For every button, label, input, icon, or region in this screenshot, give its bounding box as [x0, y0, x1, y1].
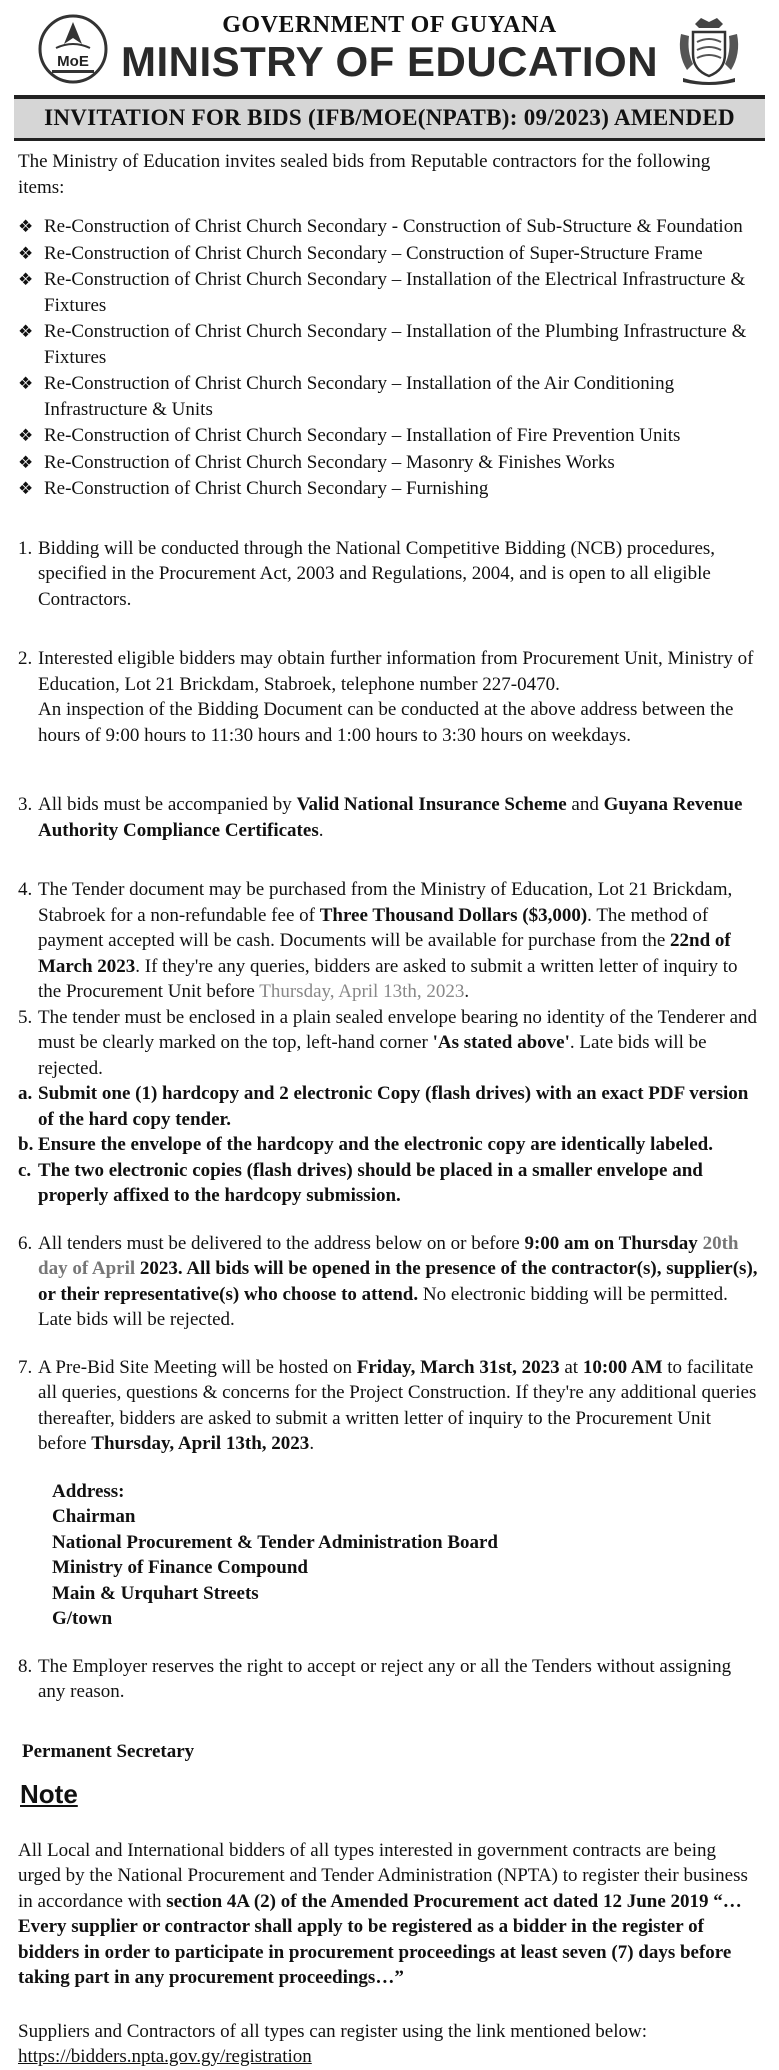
logo-text: MoE: [57, 53, 89, 70]
clause-6: 6. All tenders must be delivered to the address below on or before 9:00 am on Thursday 20th day of April 2023. All bids will be opened in the presence of the contractor(s), supplier(s), or their representative(s) who choose to attend. No electronic bidding will be permitted. Late bids will be rejected.: [18, 1232, 758, 1330]
government-line: GOVERNMENT OF GUYANA: [222, 12, 557, 38]
clause-1: 1. Bidding will be conducted through the National Competitive Bidding (NCB) procedures, specified in the Procurement Act, 2003 and Regulations, 2004, and is open to all eligible Contractors.: [18, 537, 716, 610]
clause-5: 5. The tender must be enclosed in a plain sealed envelope bearing no identity of the Tenderer and must be clearly marked on the top, left-hand corner 'As stated above'. Late bids will be rejected.: [18, 1006, 758, 1079]
clause-2: 2. Interested eligible bidders may obtain further information from Procurement Unit, Ministry of Education, Lot 21 Brickdam, Stabroek, telephone number 227-0470. An inspection of the Bidding Document can be conducted at the above address between the hours of 9:00 hours to 11:30 hours and 1:00 hours to 3:30 hours on weekdays.: [18, 648, 754, 746]
clause-5a: a. Submit one (1) hardcopy and 2 electronic Copy (flash drives) with an exact PDF version of the hard copy tender.: [18, 1083, 749, 1130]
registration-link[interactable]: https://bidders.npta.gov.gy/registration: [18, 2046, 312, 2067]
diamond-bullet-icon: ❖: [18, 243, 34, 263]
clause-7: 7. A Pre-Bid Site Meeting will be hosted on Friday, March 31st, 2023 at 10:00 AM to facilitate all queries, questions & concerns for the Project Construction. If they're any additional queries thereafter, bidders are asked to submit a written letter of inquiry to the Procurement Unit before Thursday, April 13th, 2023.: [18, 1356, 757, 1454]
list-item: ❖ Re-Construction of Christ Church Secondary – Construction of Super-Structure Frame: [18, 241, 761, 267]
diamond-bullet-icon: ❖: [18, 374, 34, 393]
list-item: ❖ Re-Construction of Christ Church Secondary – Masonry & Finishes Works: [18, 450, 761, 476]
diamond-bullet-icon: ❖: [18, 270, 34, 289]
intro-text: The Ministry of Education invites sealed bids from Reputable contractors for the following items:: [18, 151, 711, 198]
list-item: ❖ Re-Construction of Christ Church Secondary – Furnishing: [18, 476, 761, 502]
address-label: Address:: [52, 1480, 125, 1502]
note-body: All Local and International bidders of all types interested in government contracts are being urged by the National Procurement and Tender Administration (NPTA) to register their business in accordance with section 4A (2) of the Amended Procurement act dated 12 June 2019 “…Every supplier or contractor shall apply to be registered as a bidder in the register of bidders in order to participate in procurement proceedings at least seven (7) days before taking part in any procurement proceedings…”: [18, 1839, 748, 1988]
address-line: National Procurement & Tender Administration Board: [52, 1531, 498, 1553]
list-item: ❖ Re-Construction of Christ Church Secondary – Installation of Fire Prevention Units: [18, 423, 761, 449]
list-item: ❖ Re-Construction of Christ Church Secondary – Installation of the Electrical Infrastructure & Fixtures: [18, 269, 746, 316]
clause-8: 8. The Employer reserves the right to accept or reject any or all the Tenders without assigning any reason.: [18, 1655, 732, 1702]
note-heading: Note: [20, 1779, 78, 1809]
registration-text: Suppliers and Contractors of all types can register using the link mentioned below: https://bidders.npta.gov.gy/registration: [18, 2020, 647, 2067]
item-list: [18, 214, 761, 502]
list-item: ❖ Re-Construction of Christ Church Secondary – Installation of the Plumbing Infrastructure & Fixtures: [18, 321, 747, 368]
diamond-bullet-icon: ❖: [18, 217, 34, 236]
signature-title: Permanent Secretary: [22, 1740, 195, 1762]
clause-3: 3. All bids must be accompanied by Valid National Insurance Scheme and Guyana Revenue Authority Compliance Certificates.: [18, 794, 743, 841]
address-line: Ministry of Finance Compound: [52, 1557, 308, 1578]
list-item: ❖ Re-Construction of Christ Church Secondary – Installation of the Air Conditioning Infrastructure & Units: [18, 373, 675, 420]
address-line: Chairman: [52, 1506, 136, 1527]
ministry-title: MINISTRY OF EDUCATION: [120, 38, 659, 85]
clause-5c: c. The two electronic copies (flash drives) should be placed in a smaller envelope and properly affixed to the hardcopy submission.: [18, 1159, 703, 1206]
address-line: G/town: [52, 1608, 113, 1629]
diamond-bullet-icon: ❖: [18, 479, 34, 498]
list-item: ❖ Re-Construction of Christ Church Secondary - Construction of Sub-Structure & Foundation: [18, 214, 761, 240]
clause-5b: b. Ensure the envelope of the hardcopy and the electronic copy are identically labeled.: [18, 1134, 713, 1155]
diamond-bullet-icon: ❖: [18, 452, 34, 472]
document-body: [12, 149, 767, 2070]
diamond-bullet-icon: ❖: [18, 426, 34, 445]
clause-4: 4. The Tender document may be purchased from the Ministry of Education, Lot 21 Brickdam, Stabroek for a non-refundable fee of Three Thousand Dollars ($3,000). The method of payment accepted will be cash. Documents will be available for purchase from the 22nd of March 2023. If they're any queries, bidders are asked to submit a written letter of inquiry to the Procurement Unit before Thursday, April 13th, 2023.: [18, 879, 738, 1002]
address-block: [52, 1479, 761, 1632]
document-title: INVITATION FOR BIDS (IFB/MOE(NPATB): 09/2023) AMENDED: [14, 95, 765, 141]
header: [12, 0, 767, 95]
diamond-bullet-icon: ❖: [18, 322, 34, 341]
coat-of-arms-icon: [673, 14, 745, 86]
address-line: Main & Urquhart Streets: [52, 1582, 259, 1604]
